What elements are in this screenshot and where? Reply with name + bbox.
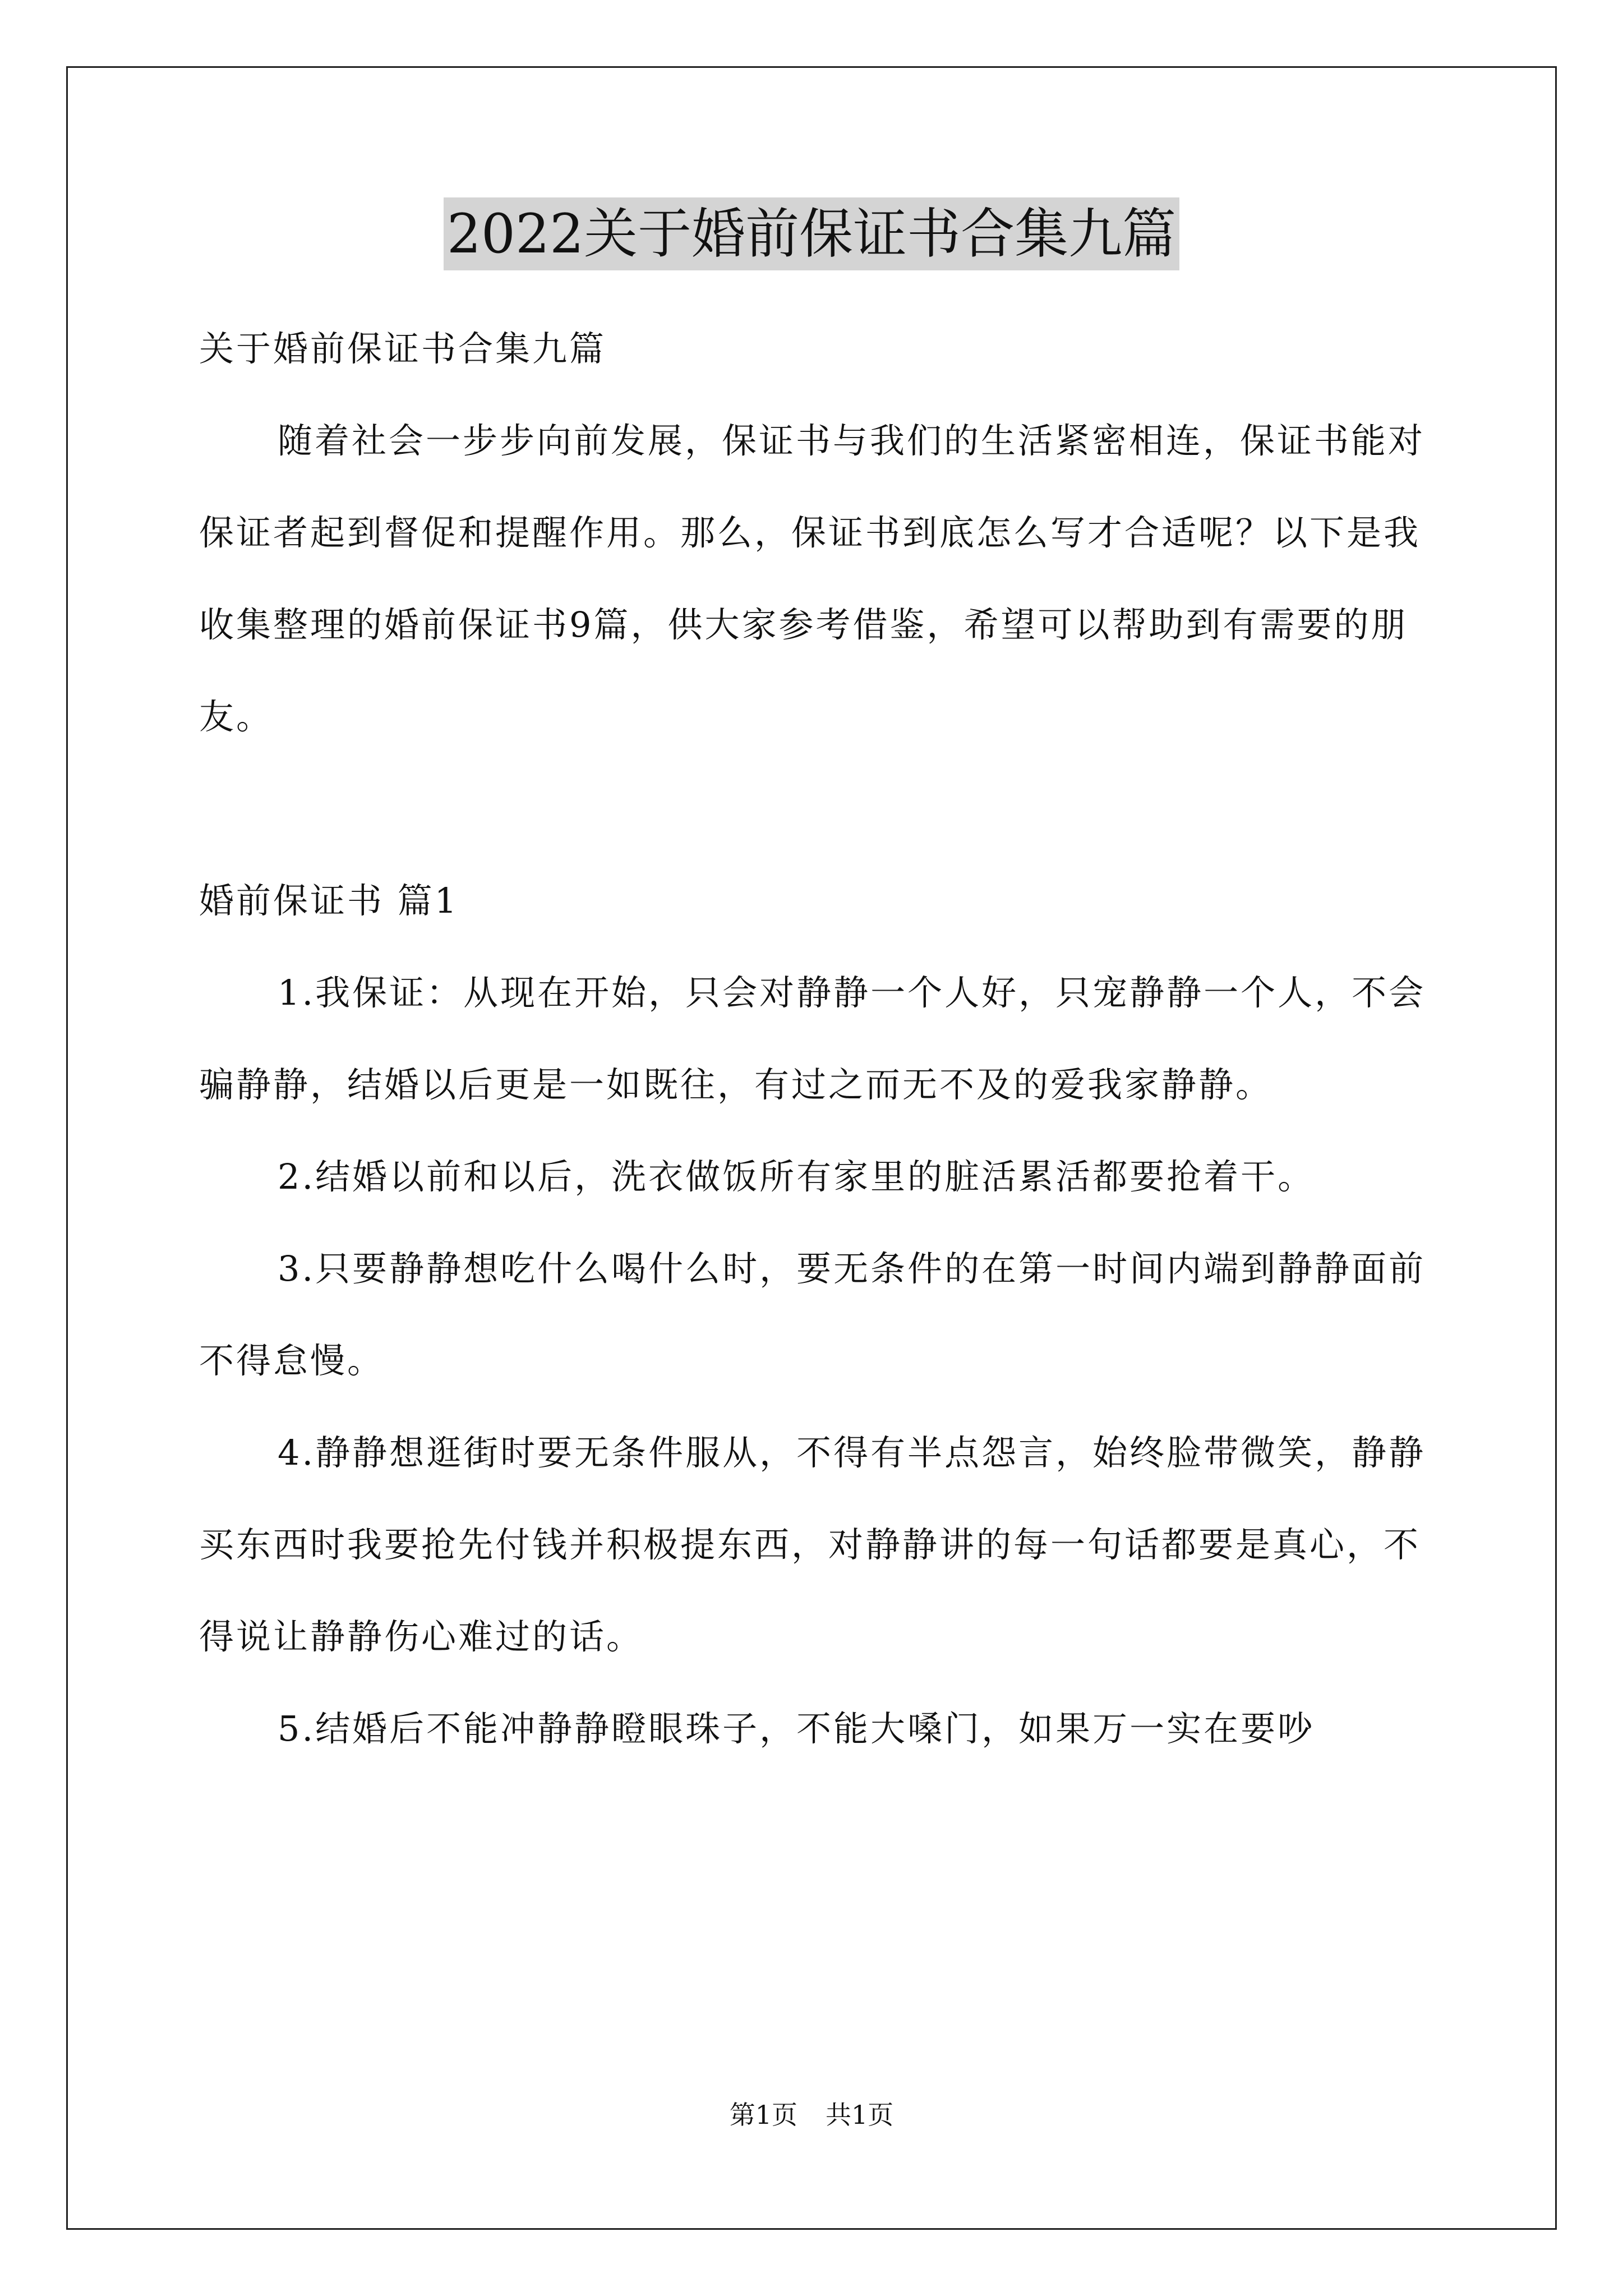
- intro-paragraph: 随着社会一步步向前发展，保证书与我们的生活紧密相连，保证书能对保证者起到督促和提醒作用。那么，保证书到底怎么写才合适呢？以下是我收集整理的婚前保证书9篇，供大家参考借鉴，希望可以帮助到有需要的朋友。: [199, 420, 1426, 737]
- list-item: 3.只要静静想吃什么喝什么时，要无条件的在第一时间内端到静静面前不得怠慢。: [199, 1248, 1426, 1381]
- subtitle: 关于婚前保证书合集九篇: [199, 328, 607, 369]
- list-item: 2.结婚以前和以后，洗衣做饭所有家里的脏活累活都要抢着干。: [278, 1156, 1315, 1197]
- section-heading: 婚前保证书 篇1: [199, 880, 459, 921]
- document-body: [199, 303, 1433, 1775]
- page-footer: [0, 2098, 1623, 2132]
- page-number: 第1页: [729, 2100, 797, 2130]
- page-total: 共1页: [826, 2100, 894, 2130]
- title-text: 2022关于婚前保证书合集九篇: [444, 197, 1179, 270]
- blank-line: [199, 763, 1433, 855]
- document-title: [0, 197, 1623, 270]
- list-item: 5.结婚后不能冲静静瞪眼珠子，不能大嗓门，如果万一实在要吵: [278, 1708, 1315, 1749]
- list-item: 1.我保证：从现在开始，只会对静静一个人好，只宠静静一个人，不会骗静静，结婚以后更是一如既往，有过之而无不及的爱我家静静。: [199, 972, 1426, 1105]
- list-item: 4.静静想逛街时要无条件服从，不得有半点怨言，始终脸带微笑，静静买东西时我要抢先付钱并积极提东西，对静静讲的每一句话都要是真心，不得说让静静伤心难过的话。: [199, 1432, 1426, 1657]
